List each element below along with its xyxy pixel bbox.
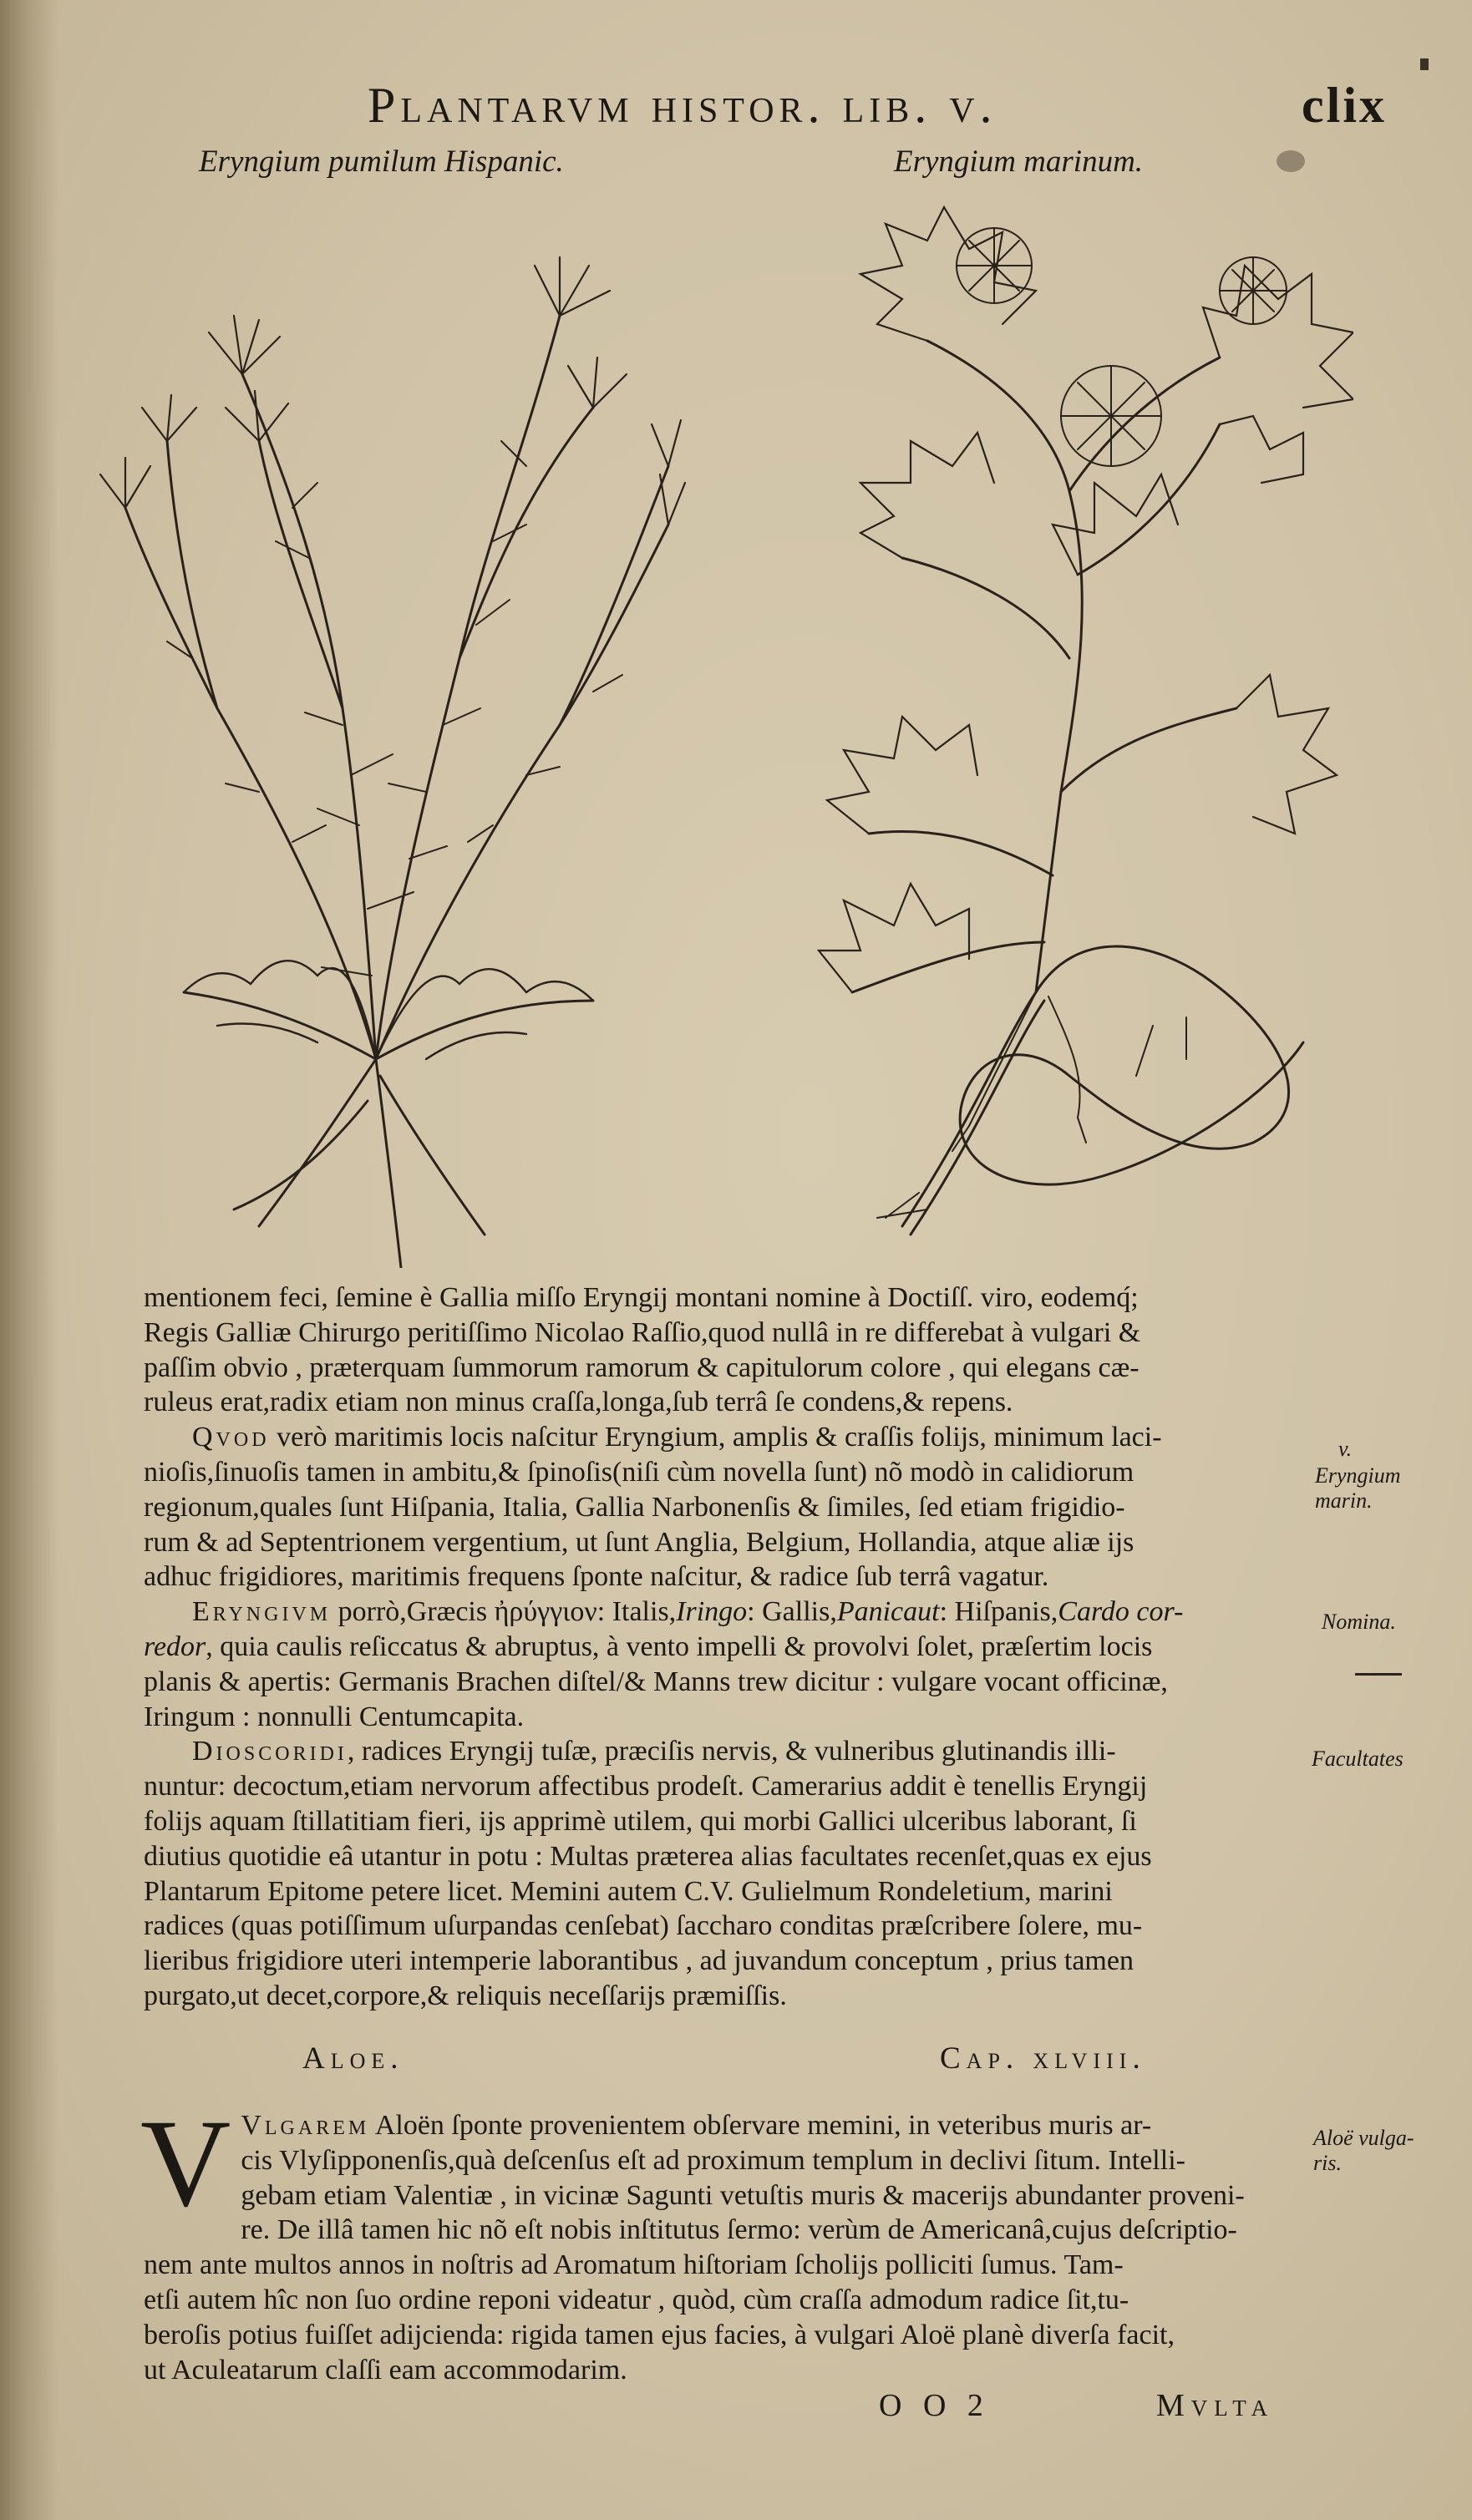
text-run: verò maritimis locis naſcitur Eryngium, amplis & craſſis folijs, minimum laci- <box>269 1422 1162 1453</box>
text-line: re. De illâ tamen hic nõ eſt nobis inſtitutus ſermo: verùm de Americanâ,cujus deſcriptio- <box>241 2214 1237 2246</box>
text-line: planis & apertis: Germanis Brachen diſtel/& Manns trew dicitur : vulgare vocant officinæ, <box>144 1666 1168 1697</box>
text-run: : Hiſpanis, <box>939 1596 1058 1628</box>
text-line <box>144 1420 1309 1455</box>
text-line: ruleus erat,radix etiam non minus craſſa,longa,ſub terrâ ſe condens,& repens. <box>144 1387 1013 1418</box>
page-header <box>0 77 1472 144</box>
text-run: : Gallis, <box>747 1596 837 1628</box>
paragraph-1 <box>144 1280 1309 1420</box>
text-run: porrò,Græcis ἠρύγγιον: Italis, <box>331 1596 677 1628</box>
paragraph-3 <box>144 1595 1309 1734</box>
text-line: Regis Galliæ Chirurgo peritiſſimo Nicolao Raſſio,quod nullâ in re differebat à vulgari & <box>144 1316 1141 1348</box>
paragraph-lead: Qvod <box>192 1422 270 1453</box>
margin-rule <box>1355 1673 1402 1676</box>
text-line: adhuc frigidiores, maritimis frequens ſponte naſcitur, & radice ſub terrâ vagatur. <box>144 1561 1049 1593</box>
text-line: nioſis,ſinuoſis tamen in ambitu,& ſpinoſis(niſi cùm novella ſunt) nõ modò in calidiorum <box>144 1456 1134 1488</box>
margin-note-nomina: Nomina. <box>1322 1610 1396 1634</box>
woodcut-eryngium-marinum <box>718 190 1353 1268</box>
woodcut-eryngium-pumilum <box>92 190 693 1268</box>
signature-mark: O O 2 <box>879 2388 990 2423</box>
text-line: ut Aculeatarum claſſi eam accommodarim. <box>144 2354 627 2386</box>
ink-spot <box>1277 150 1305 172</box>
left-figure-caption: Eryngium pumilum Hispanic. <box>199 145 564 179</box>
text-line <box>144 1595 1309 1630</box>
text-run: redor <box>144 1630 206 1662</box>
margin-note-aloe-vulgaris <box>1313 2126 1464 2176</box>
text-run: Aloën ſponte provenientem obſervare memini, in veteribus muris ar- <box>369 2110 1152 2141</box>
paragraph-lead: Dioscoridi <box>192 1736 348 1767</box>
text-run: , radices Eryngij tuſæ, præciſis nervis, & vulneribus glutinandis illi- <box>347 1736 1116 1767</box>
margin-note-line: Aloë vulga- <box>1313 2126 1414 2150</box>
text-line: paſſim obvio , præterquam ſummorum ramorum & capitulorum colore , qui elegans cæ- <box>144 1351 1140 1383</box>
text-line: folijs aquam ſtillatitiam fieri, ijs apprimè utilem, qui morbi Gallici ulceribus laborant, ſi <box>144 1805 1137 1837</box>
page-gutter-shadow <box>0 0 58 2520</box>
catchword: Mvlta <box>1156 2388 1275 2423</box>
aloe-text <box>140 2094 1309 2387</box>
text-line: Plantarum Epitome petere licet. Memini autem C.V. Gulielmum Rondeletium, marini <box>144 1875 1113 1907</box>
text-line: regionum,quales ſunt Hiſpania, Italia, Gallia Narbonenſis & ſimiles, ſed etiam frigidio- <box>144 1491 1125 1523</box>
text-line: nem ante multos annos in noſtris ad Aromatum hiſtoriam ſcholijs polliciti ſumus. Tam- <box>144 2249 1124 2281</box>
text-run: Cardo cor- <box>1058 1596 1184 1628</box>
section-title: Aloe. <box>302 2041 404 2076</box>
drop-capital: V <box>140 2094 231 2233</box>
running-title: Plantarvm histor. lib. v. <box>368 78 997 133</box>
margin-note-line: ris. <box>1313 2151 1342 2175</box>
chapter-number: Cap. xlviii. <box>940 2041 1146 2076</box>
text-line: etſi autem hîc non ſuo ordine reponi videatur , quòd, cùm craſſa admodum radice ſit,tu- <box>144 2284 1129 2315</box>
text-line: beroſis potius fuiſſet adijcienda: rigida tamen ejus facies, à vulgari Aloë planè diverſa facit, <box>144 2319 1175 2350</box>
paragraph-4 <box>144 1734 1309 2013</box>
eryngium-text <box>144 1280 1309 2014</box>
folio-number: clix <box>1302 78 1387 133</box>
right-figure-caption: Eryngium marinum. <box>894 145 1144 179</box>
text-line: gebam etiam Valentiæ , in vicinæ Sagunti vetuſtis muris & macerijs abundanter proveni- <box>241 2179 1245 2211</box>
text-run: Panicaut <box>836 1596 940 1628</box>
text-line: Iringum : nonnulli Centumcapita. <box>144 1701 525 1732</box>
text-line: rum & ad Septentrionem vergentium, ut ſunt Anglia, Belgium, Hollandia, atque aliæ ijs <box>144 1526 1134 1558</box>
text-run: , quia caulis reſiccatus & abruptus, à vento impelli & provolvi ſolet, præſertim locis <box>206 1630 1153 1662</box>
text-line: radices (quas potiſſimum uſurpandas cenſebat) ſaccharo conditas præſcribere ſolere, mu- <box>144 1910 1143 1942</box>
page-mark <box>1420 58 1429 70</box>
text-line <box>144 1630 1309 1665</box>
text-line: purgato,ut decet,corpore,& reliquis neceſſarijs præmiſſis. <box>144 1980 787 2011</box>
paragraph-lead: Vlgarem <box>241 2110 370 2141</box>
section-heading <box>0 2041 1472 2082</box>
text-line: lieribus frigidiore uteri intemperie laborantibus , ad juvandum conceptum , prius tamen <box>144 1945 1134 1977</box>
margin-note-v: v. <box>1338 1437 1353 1461</box>
text-line: diutius quotidie eâ utantur in potu : Multas præterea alias facultates recenſet,quas ex ejus <box>144 1840 1152 1872</box>
text-line: cis Vlyſipponenſis,quà deſcenſus eſt ad proximum templum in declivi ſitum. Intelli- <box>241 2144 1185 2176</box>
margin-note-eryngium-marin: Eryngium marin. <box>1315 1463 1401 1513</box>
paragraph-lead: Eryngivm <box>192 1596 332 1628</box>
text-line: mentionem feci, ſemine è Gallia miſſo Eryngij montani nomine à Doctiſſ. viro, eodemq́; <box>144 1282 1139 1313</box>
margin-note-facultates: Facultates <box>1312 1747 1403 1771</box>
text-run: Iringo <box>676 1596 748 1628</box>
text-line <box>144 2108 1309 2143</box>
page-footer <box>0 2387 1472 2437</box>
text-line <box>144 1734 1309 1769</box>
text-line: nuntur: decoctum,etiam nervorum affectibus prodeſt. Camerarius addit è tenellis Eryngij <box>144 1771 1148 1803</box>
paragraph-2 <box>144 1420 1309 1595</box>
